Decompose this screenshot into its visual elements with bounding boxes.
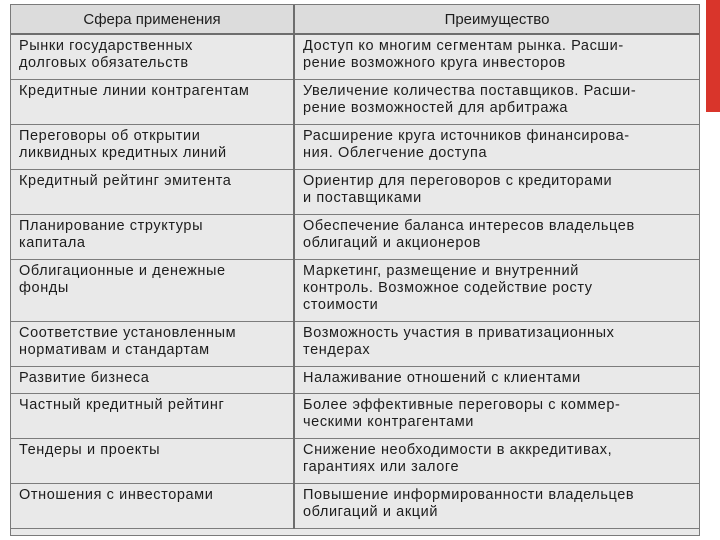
scope-cell: Облигационные и денежные фонды <box>11 260 294 322</box>
accent-red-block <box>706 0 720 112</box>
table-row <box>11 322 699 367</box>
side-accent-bar <box>706 0 720 540</box>
table-row <box>11 439 699 484</box>
benefits-table <box>11 5 699 529</box>
advantage-cell: Доступ ко многим сегментам рынка. Расши- рение возможного круга инвесторов <box>294 34 699 80</box>
table-row <box>11 170 699 215</box>
advantage-cell: Ориентир для переговоров с кредиторами и поставщиками <box>294 170 699 215</box>
table-header-row <box>11 5 699 34</box>
advantage-cell: Более эффективные переговоры с коммер- ческими контрагентами <box>294 394 699 439</box>
scope-cell: Отношения с инвесторами <box>11 484 294 529</box>
table-row <box>11 367 699 394</box>
scope-cell: Планирование структуры капитала <box>11 215 294 260</box>
scope-cell: Тендеры и проекты <box>11 439 294 484</box>
advantage-cell: Снижение необходимости в аккредитивах, гарантиях или залоге <box>294 439 699 484</box>
scope-cell: Рынки государственных долговых обязательств <box>11 34 294 80</box>
table-row <box>11 80 699 125</box>
table-row <box>11 34 699 80</box>
scope-cell: Кредитные линии контрагентам <box>11 80 294 125</box>
advantage-cell: Обеспечение баланса интересов владельцев облигаций и акционеров <box>294 215 699 260</box>
advantage-cell: Возможность участия в приватизационных тендерах <box>294 322 699 367</box>
scope-cell: Кредитный рейтинг эмитента <box>11 170 294 215</box>
table-row <box>11 215 699 260</box>
advantage-cell: Расширение круга источников финансирова- ния. Облегчение доступа <box>294 125 699 170</box>
advantage-cell: Повышение информированности владельцев облигаций и акций <box>294 484 699 529</box>
advantage-cell: Увеличение количества поставщиков. Расши- рение возможностей для арбитража <box>294 80 699 125</box>
advantage-cell: Налаживание отношений с клиентами <box>294 367 699 394</box>
scope-cell: Переговоры об открытии ликвидных кредитных линий <box>11 125 294 170</box>
scope-cell: Соответствие установленным нормативам и стандартам <box>11 322 294 367</box>
table-row <box>11 484 699 529</box>
column-header-scope: Сфера применения <box>11 5 294 34</box>
table-row <box>11 125 699 170</box>
scope-cell: Частный кредитный рейтинг <box>11 394 294 439</box>
table-row <box>11 394 699 439</box>
scope-cell: Развитие бизнеса <box>11 367 294 394</box>
table-row <box>11 260 699 322</box>
advantage-cell: Маркетинг, размещение и внутренний контроль. Возможное содействие росту стоимости <box>294 260 699 322</box>
comparison-table <box>10 4 700 536</box>
column-header-advantage: Преимущество <box>294 5 699 34</box>
